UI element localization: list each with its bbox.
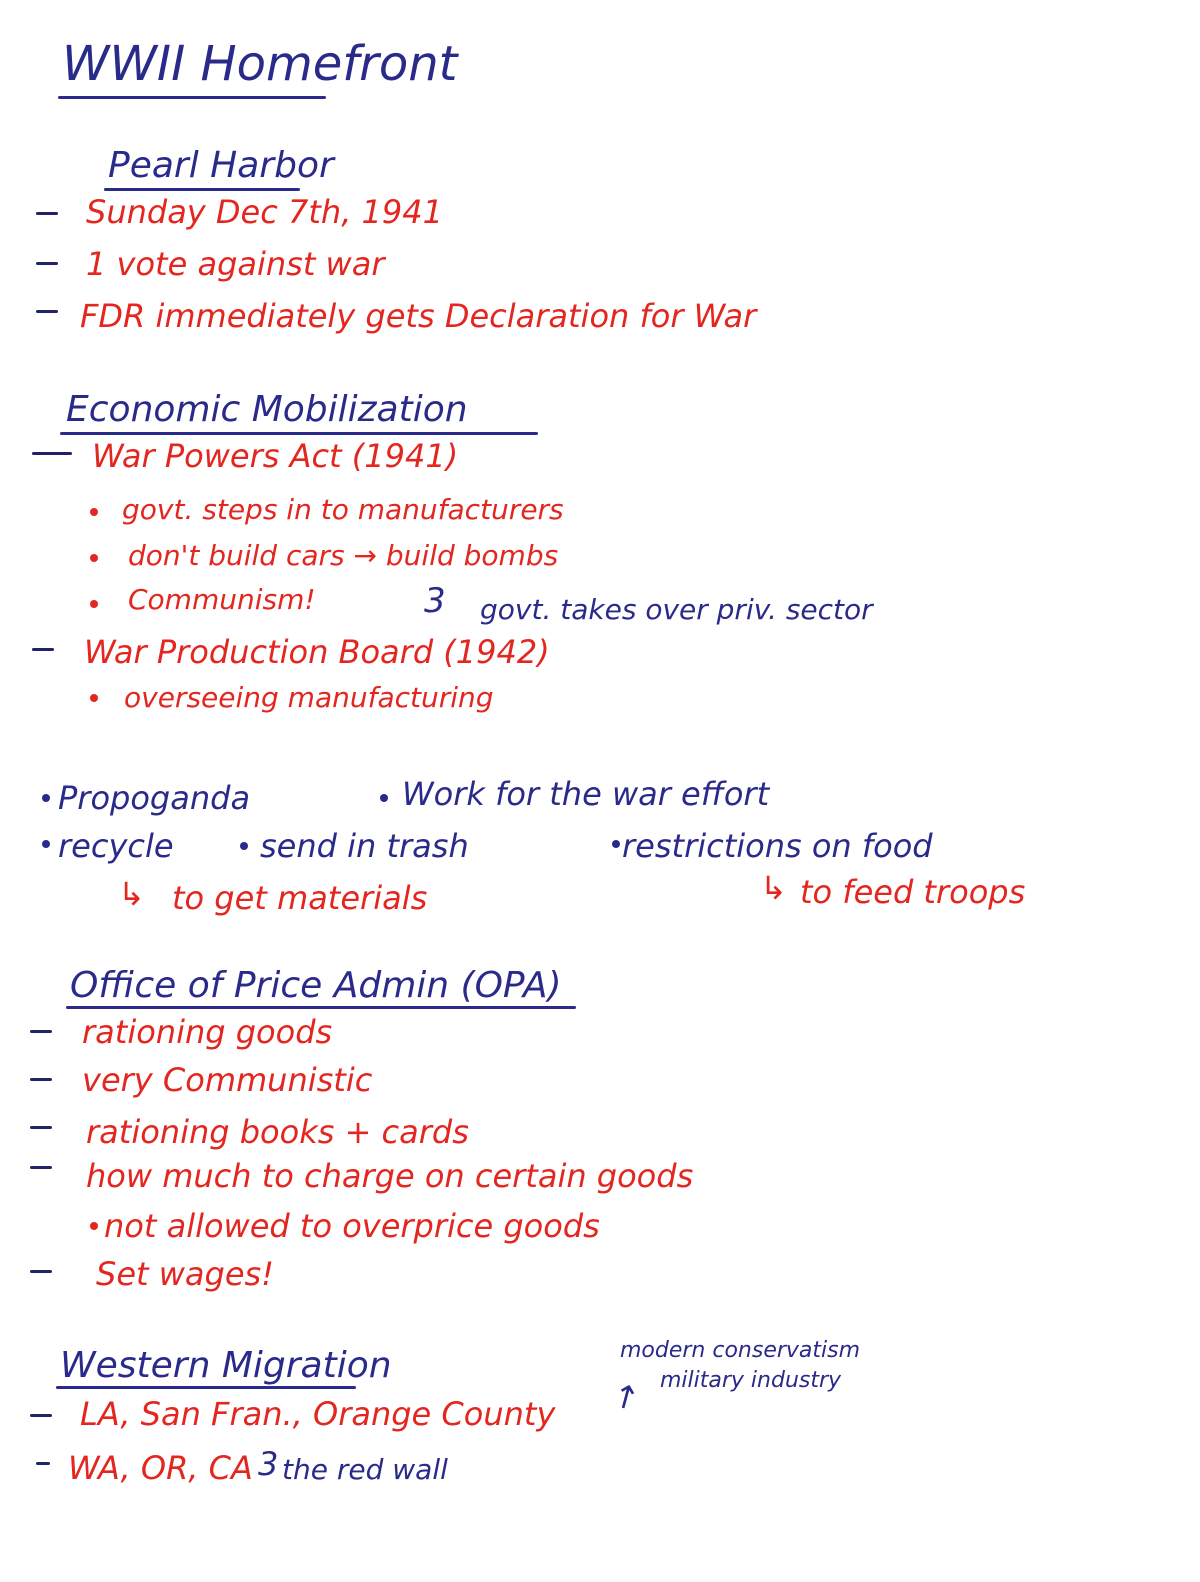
bullet-dot	[90, 508, 98, 516]
propaganda-item: Propoganda	[58, 779, 251, 817]
side-note-1: modern conservatism	[620, 1338, 861, 1363]
western-migration-underline	[56, 1386, 356, 1389]
war-powers-act: War Powers Act (1941)	[92, 437, 459, 475]
economic-mobilization-underline	[60, 432, 538, 435]
pearl-harbor-item-2: 1 vote against war	[86, 245, 385, 283]
opa-last-item: Set wages!	[96, 1255, 274, 1293]
communism-note: govt. takes over priv. sector	[480, 593, 873, 626]
bullet-dot	[90, 694, 98, 702]
opa-item-2: very Communistic	[82, 1061, 373, 1099]
pearl-harbor-item-1: Sunday Dec 7th, 1941	[86, 193, 443, 231]
migration-item-2: WA, OR, CA	[68, 1449, 253, 1487]
restrictions-item: restrictions on food	[622, 827, 933, 865]
bullet-dot	[90, 600, 98, 608]
economic-mobilization-heading: Economic Mobilization	[66, 389, 468, 430]
return-arrow-icon: ↳	[760, 869, 787, 907]
bullet-dot	[380, 794, 388, 802]
opa-sub-bullet: not allowed to overprice goods	[104, 1207, 600, 1245]
to-feed-troops: to feed troops	[800, 873, 1026, 911]
bullet-dot	[42, 840, 50, 848]
pearl-harbor-item-3: FDR immediately gets Declaration for War	[80, 297, 757, 335]
opa-item-1: rationing goods	[82, 1013, 333, 1051]
dash-marker	[36, 1462, 50, 1465]
wall-note: the red wall	[282, 1453, 448, 1486]
dash-marker	[30, 1414, 52, 1417]
opa-item-4: how much to charge on certain goods	[86, 1157, 694, 1195]
dash-marker	[36, 310, 58, 313]
side-note-2: military industry	[660, 1368, 842, 1393]
arrow-icon: ↗	[604, 1372, 647, 1420]
opa-heading: Office of Price Admin (OPA)	[70, 965, 562, 1006]
wpb-bullet-1: overseeing manufacturing	[124, 681, 494, 714]
title-underline	[58, 96, 326, 99]
return-arrow-icon: ↳	[118, 875, 145, 913]
brace-symbol: 3	[424, 581, 446, 621]
dash-marker	[36, 212, 58, 215]
pearl-harbor-heading: Pearl Harbor	[108, 145, 334, 186]
dash-marker	[30, 1270, 52, 1273]
migration-item-1: LA, San Fran., Orange County	[80, 1395, 556, 1433]
recycle-item: recycle	[58, 827, 174, 865]
dash-marker	[36, 262, 58, 265]
bullet-dot	[42, 794, 50, 802]
war-production-board: War Production Board (1942)	[84, 633, 550, 671]
bullet-dot	[90, 554, 98, 562]
dash-marker	[30, 1166, 52, 1169]
send-trash-item: send in trash	[260, 827, 469, 865]
wpa-bullet-3: Communism!	[128, 583, 316, 616]
to-get-materials: to get materials	[172, 879, 428, 917]
wpa-bullet-1: govt. steps in to manufacturers	[122, 493, 564, 526]
opa-item-3: rationing books + cards	[86, 1113, 469, 1151]
bullet-dot	[90, 1222, 98, 1230]
dash-marker	[32, 648, 54, 651]
bullet-dot	[612, 840, 620, 848]
western-migration-heading: Western Migration	[60, 1345, 392, 1386]
pearl-harbor-underline	[104, 188, 300, 191]
work-item: Work for the war effort	[402, 775, 770, 813]
wpa-bullet-2: don't build cars → build bombs	[128, 539, 559, 572]
bullet-dot	[240, 842, 248, 850]
dash-marker	[30, 1078, 52, 1081]
dash-marker	[30, 1126, 52, 1129]
opa-underline	[66, 1006, 576, 1009]
page-title: WWII Homefront	[62, 36, 458, 92]
brace-symbol: 3	[258, 1445, 279, 1483]
dash-marker	[32, 452, 72, 455]
dash-marker	[30, 1030, 52, 1033]
